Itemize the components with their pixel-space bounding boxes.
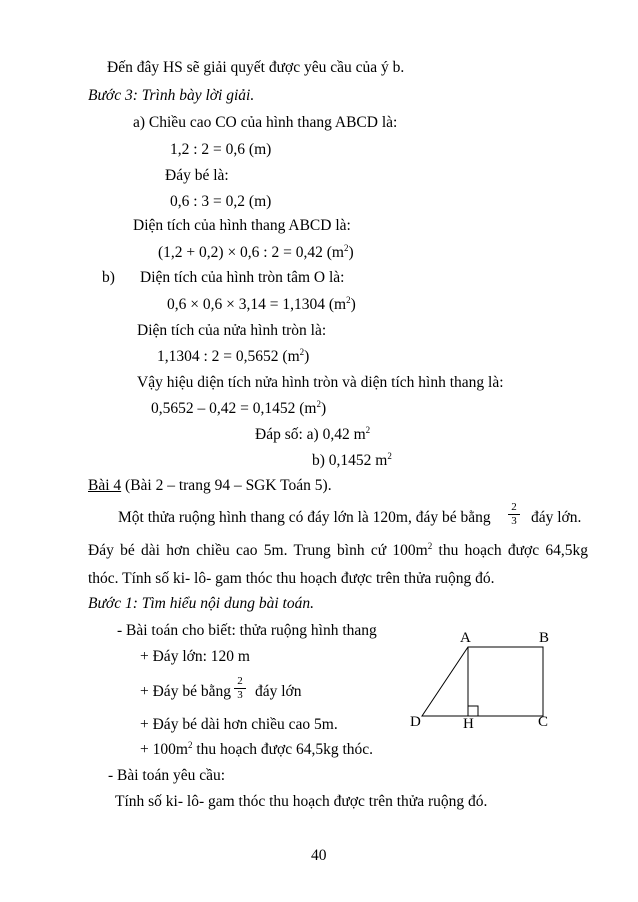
step1-heading: Bước 1: Tìm hiểu nội dung bài toán. [88, 595, 314, 612]
requirement-label: - Bài toán yêu cầu: [108, 767, 226, 784]
fraction-denominator: 3 [511, 515, 517, 527]
fraction-denominator: 3 [237, 689, 243, 701]
label-b: B [539, 630, 550, 646]
given-long-base: + Đáy lớn: 120 m [140, 648, 250, 665]
difference-label: Vậy hiệu diện tích nửa hình tròn và diện tích hình thang là: [137, 374, 504, 391]
calc-height: 1,2 : 2 = 0,6 (m) [170, 141, 272, 158]
superscript: 2 [346, 295, 351, 305]
requirement-text: Tính số ki- lô- gam thóc thu hoạch được trên thửa ruộng đó. [115, 793, 488, 810]
calc-difference [151, 399, 326, 419]
yield-text: + 100m [140, 741, 188, 758]
superscript: 2 [187, 740, 193, 750]
superscript: 2 [299, 347, 305, 357]
given-height: + Đáy bé dài hơn chiều cao 5m. [140, 716, 338, 733]
part-a-height: a) Chiều cao CO của hình thang ABCD là: [133, 114, 398, 131]
calc-short-base: 0,6 : 3 = 0,2 (m) [170, 193, 272, 210]
problem-line-3: thóc. Tính số ki- lô- gam thóc thu hoạch được trên thửa ruộng đó. [88, 570, 495, 587]
given-short-base-end: đáy lớn [255, 683, 302, 700]
given-yield [140, 740, 373, 760]
superscript: 2 [365, 425, 371, 435]
label-d: D [410, 714, 421, 730]
superscript: 2 [343, 243, 349, 253]
calc-close: ) [320, 400, 327, 417]
calc-text: 1,1304 : 2 = 0,5652 (m [157, 348, 300, 365]
answer-b [312, 451, 392, 471]
calc-half-circle [157, 347, 309, 367]
page-number: 40 [311, 847, 327, 864]
fraction-numerator: 2 [508, 501, 520, 515]
label-a: A [460, 630, 471, 646]
yield-text-end: thu hoạch được 64,5kg thóc. [192, 741, 374, 758]
label-c: C [538, 714, 549, 730]
calc-trapezoid-area [158, 243, 354, 263]
exercise-source: (Bài 2 – trang 94 – SGK Toán 5). [121, 477, 332, 494]
calc-text: 0,5652 – 0,42 = 0,1452 (m [151, 400, 317, 417]
exercise-4-heading [88, 476, 332, 496]
calc-close: ) [350, 296, 356, 313]
right-angle-mark [468, 706, 478, 716]
given-short-base: + Đáy bé bằng [140, 683, 231, 700]
trapezoid-area-label: Diện tích của hình thang ABCD là: [133, 217, 351, 234]
calc-close: ) [348, 244, 354, 261]
calc-text: (1,2 + 0,2) × 0,6 : 2 = 0,42 (m [158, 244, 344, 261]
step3-heading: Bước 3: Trình bày lời giải. [88, 87, 255, 104]
given-label: - Bài toán cho biết: thửa ruộng hình thang [117, 622, 377, 639]
problem-line-1-end: đáy lớn. [531, 509, 582, 526]
half-circle-label: Diện tích của nửa hình tròn là: [137, 322, 327, 339]
problem-line-1: Một thửa ruộng hình thang có đáy lớn là 120m, đáy bé bằng [118, 509, 491, 526]
problem-line-2 [88, 541, 588, 561]
calc-text: 0,6 × 0,6 × 3,14 = 1,1304 (m [167, 296, 347, 313]
trapezoid-abcd [422, 647, 543, 716]
part-b-marker: b) [102, 269, 115, 286]
problem-text-end: thu hoạch được 64,5kg [432, 542, 588, 559]
superscript: 2 [316, 399, 321, 409]
superscript: 2 [427, 541, 433, 551]
line-intro: Đến đây HS sẽ giải quyết được yêu cầu của ý b. [107, 59, 405, 76]
problem-text: Đáy bé dài hơn chiều cao 5m. Trung bình cứ 100m [88, 542, 428, 559]
answer-text: Đáp số: a) 0,42 m [255, 426, 366, 443]
fraction-1 [508, 501, 520, 528]
trapezoid-figure [400, 630, 570, 730]
fraction-2 [234, 675, 246, 702]
circle-area-label: Diện tích của hình tròn tâm O là: [140, 269, 345, 286]
exercise-number: Bài 4 [88, 477, 122, 494]
answer-a [255, 425, 370, 445]
label-h: H [463, 716, 474, 730]
short-base-label: Đáy bé là: [165, 167, 229, 184]
fraction-numerator: 2 [234, 675, 246, 689]
calc-close: ) [304, 348, 310, 365]
superscript: 2 [387, 451, 392, 461]
answer-text: b) 0,1452 m [312, 452, 388, 469]
calc-circle-area [167, 295, 356, 315]
